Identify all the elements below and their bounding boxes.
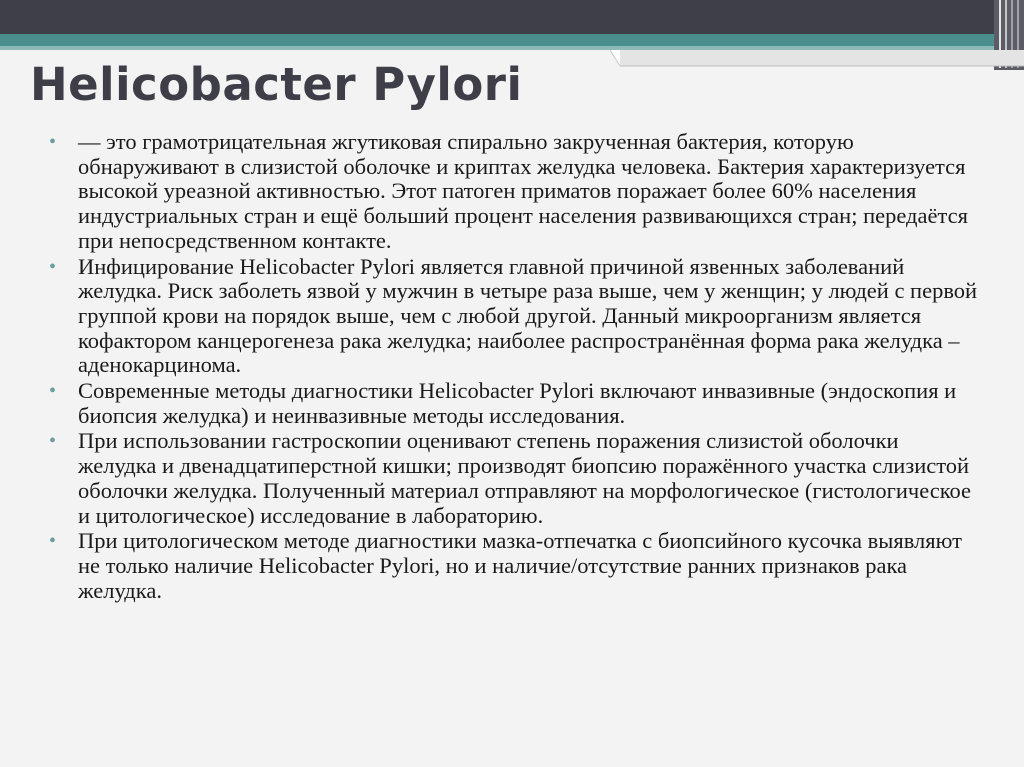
list-item	[48, 379, 978, 428]
bullet-icon: •	[49, 530, 57, 553]
bullet-icon: •	[49, 255, 57, 278]
bullet-icon: •	[49, 131, 57, 153]
slide-accent-stripe	[0, 34, 1024, 46]
list-item-text: При цитологическом методе диагностики мазка-отпечатка с биопсийного кусочка выявляют не только наличие Helicobacter Pylori, но и наличие/отсутствие ранних признаков рака желудка.	[78, 528, 962, 603]
page-curl-decoration	[610, 50, 1024, 68]
slide-header-bar	[0, 0, 1024, 34]
bullet-list	[48, 130, 978, 604]
bullet-icon: •	[49, 380, 57, 403]
list-item-text: Современные методы диагностики Helicobacter Pylori включают инвазивные (эндоскопия и биопсия желудка) и неинвазивные методы исследования.	[78, 378, 957, 428]
list-item	[48, 130, 978, 254]
list-item-text: Инфицирование Helicobacter Pylori является главной причиной язвенных заболеваний желудка. Риск заболеть язвой у мужчин в четыре раза выше, чем у женщин; у людей с первой группой крови на порядок выше, чем с любой другой. Данный микроорганизм является кофактором канцерогенеза рака желудка; наиболее распространённая форма рака желудка – аденокарцинома.	[78, 253, 978, 378]
list-item	[48, 429, 978, 528]
list-item-text: При использовании гастроскопии оценивают степень поражения слизистой оболочки желудка и двенадцатиперстной кишки; производят биопсию поражённого участка слизистой оболочки желудка. Полученный материал отправляют на морфологическое (гистологическое и цитологическое) исследование в лабораторию.	[78, 428, 972, 528]
list-item	[48, 529, 978, 603]
bullet-icon: •	[49, 430, 57, 453]
list-item	[48, 255, 978, 379]
list-item-text: — это грамотрицательная жгутиковая спирально закрученная бактерия, которую обнаруживают в слизистой оболочке и криптах желудка человека. Бактерия характеризуется высокой уреазной активностью. Этот патоген приматов поражает более 60% населения индустриальных стран и ещё больший процент населения развивающихся стран; передаётся при непосредственном контакте.	[78, 129, 968, 253]
slide-title: Helicobacter Pylori	[30, 58, 523, 111]
